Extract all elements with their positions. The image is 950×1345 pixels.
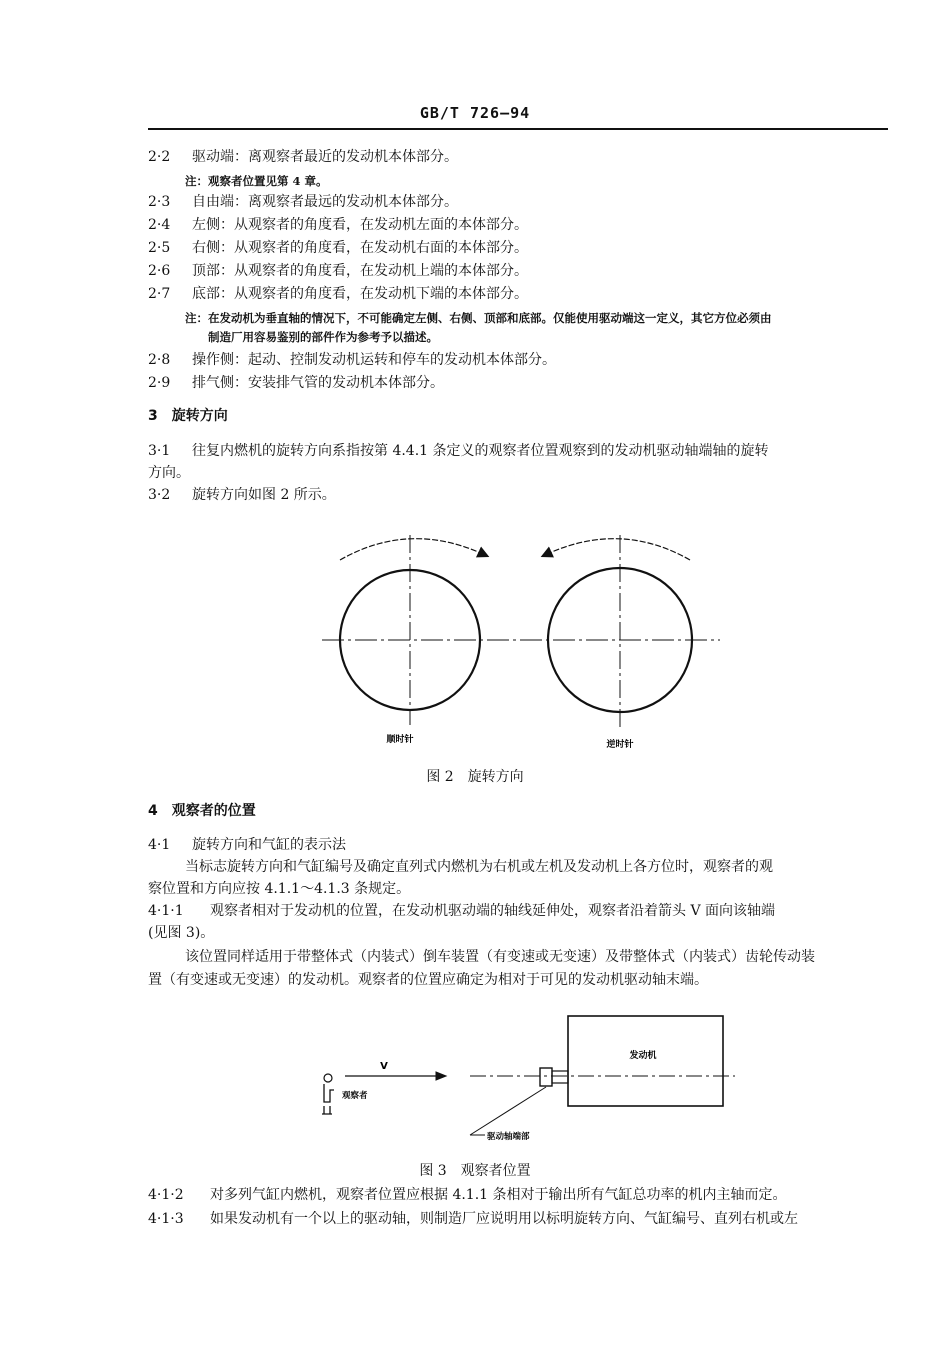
figure-2-caption: 图 2 旋转方向	[426, 769, 524, 785]
clause-2-8	[148, 349, 890, 371]
clause-4-1-1-cont: (见图 3)。	[148, 925, 215, 941]
page-header: GB/T 726—94	[419, 104, 531, 122]
header-rule	[148, 128, 888, 130]
label-clockwise: 顺时针	[386, 735, 414, 745]
note-2-line-1: 注：在发动机为垂直轴的情况下，不可能确定左侧、右侧、顶部和底部。仅能使用驱动端这一定义，其它方位必须由	[185, 311, 772, 325]
clause-4-1-1-para-2-cont: 置（有变速或无变速）的发动机。观察者的位置应确定为相对于可见的发动机驱动轴末端。	[148, 972, 708, 988]
clause-text: 左侧：从观察者的角度看，在发动机左面的本体部分。	[192, 217, 528, 233]
shaft-coupling	[552, 1071, 568, 1083]
clause-3-1-cont: 方向。	[148, 465, 190, 481]
clause-2-7	[148, 283, 890, 305]
clause-text: 旋转方向和气缸的表示法	[192, 837, 346, 853]
clause-text: 旋转方向如图 2 所示。	[192, 487, 336, 503]
counterclockwise-arrow-arc	[545, 539, 690, 560]
figure-3-observer-diagram	[310, 1010, 750, 1160]
clause-4-1-1-para-2: 该位置同样适用于带整体式（内装式）倒车装置（有变速或无变速）及带整体式（内装式）齿轮传动装	[185, 949, 815, 965]
clause-number: 3·2	[148, 487, 171, 503]
clause-2-2	[148, 146, 890, 168]
clause-3-2	[148, 484, 890, 506]
clause-number: 2·7	[148, 286, 171, 302]
clause-number: 2·9	[148, 375, 171, 391]
v-label: V	[380, 1061, 388, 1072]
clause-4-1-1	[148, 900, 890, 922]
clockwise-arrow-arc	[340, 539, 485, 560]
clause-2-9	[148, 372, 890, 394]
engine-box	[568, 1016, 723, 1106]
clause-number: 4·1·3	[148, 1211, 184, 1227]
note-2-line-2: 制造厂用容易鉴别的部件作为参考予以描述。	[208, 330, 438, 344]
clause-number: 2·5	[148, 240, 171, 256]
clause-text: 顶部：从观察者的角度看，在发动机上端的本体部分。	[192, 263, 528, 279]
clause-3-1	[148, 440, 890, 462]
figure-2-rotation-diagram	[300, 515, 740, 760]
clause-text: 右侧：从观察者的角度看，在发动机右面的本体部分。	[192, 240, 528, 256]
clause-number: 3·1	[148, 443, 171, 459]
clause-text: 观察者相对于发动机的位置，在发动机驱动端的轴线延伸处，观察者沿着箭头 V 面向该轴端	[210, 903, 776, 919]
shaft-end	[540, 1068, 552, 1086]
clause-2-5	[148, 237, 890, 259]
clause-number: 4·1	[148, 837, 171, 853]
clause-text: 对多列气缸内燃机，观察者位置应根据 4.1.1 条相对于输出所有气缸总功率的机内主轴而定。	[210, 1187, 787, 1203]
clause-text: 自由端：离观察者最远的发动机本体部分。	[192, 194, 458, 210]
clause-text: 往复内燃机的旋转方向系指按第 4.4.1 条定义的观察者位置观察到的发动机驱动轴端轴的旋转	[192, 443, 769, 459]
clause-text: 底部：从观察者的角度看，在发动机下端的本体部分。	[192, 286, 528, 302]
clause-number: 2·6	[148, 263, 171, 279]
clause-number: 2·8	[148, 352, 171, 368]
figure-3-caption: 图 3 观察者位置	[419, 1163, 531, 1179]
clause-2-4	[148, 214, 890, 236]
clause-number: 2·2	[148, 149, 171, 165]
clause-number: 2·4	[148, 217, 171, 233]
clause-text: 排气侧：安装排气管的发动机本体部分。	[192, 375, 444, 391]
clause-text: 驱动端：离观察者最近的发动机本体部分。	[192, 149, 458, 165]
section-3-heading: 3 旋转方向	[148, 408, 228, 424]
shaft-leader-line	[470, 1087, 546, 1135]
clause-4-1-3	[148, 1208, 890, 1230]
clause-2-3	[148, 191, 890, 213]
engine-label: 发动机	[629, 1051, 657, 1061]
clause-number: 4·1·2	[148, 1187, 184, 1203]
clause-text: 操作侧：起动、控制发动机运转和停车的发动机本体部分。	[192, 352, 556, 368]
observer-label: 观察者	[342, 1091, 368, 1101]
clause-4-1	[148, 834, 890, 856]
shaft-end-label: 驱动轴端部	[487, 1132, 530, 1142]
note-1: 注：观察者位置见第 4 章。	[185, 174, 328, 188]
observer-icon	[322, 1074, 334, 1114]
clause-4-1-para-1: 当标志旋转方向和气缸编号及确定直列式内燃机为右机或左机及发动机上各方位时，观察者的观	[185, 859, 773, 875]
label-counterclockwise: 逆时针	[606, 740, 634, 750]
clause-4-1-para-1-cont: 察位置和方向应按 4.1.1～4.1.3 条规定。	[148, 881, 411, 897]
clause-number: 2·3	[148, 194, 171, 210]
clause-text: 如果发动机有一个以上的驱动轴，则制造厂应说明用以标明旋转方向、气缸编号、直列右机或左	[210, 1211, 798, 1227]
section-4-heading: 4 观察者的位置	[148, 803, 256, 819]
clause-number: 4·1·1	[148, 903, 184, 919]
clause-2-6	[148, 260, 890, 282]
clause-4-1-2	[148, 1184, 890, 1206]
